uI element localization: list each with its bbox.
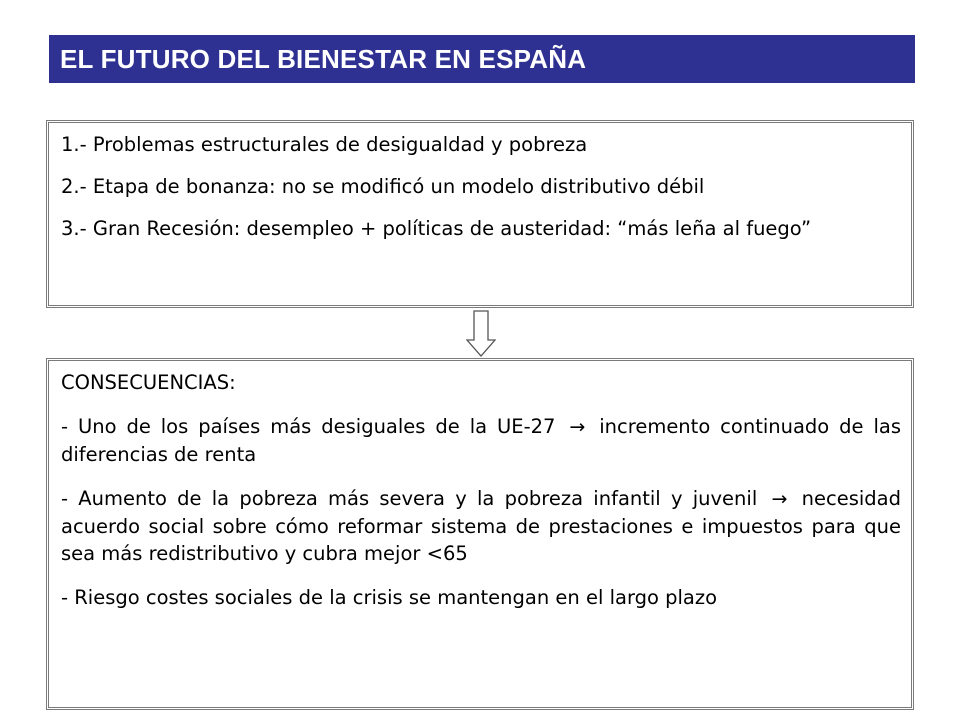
cause-item-1: 1.- Problemas estructurales de desigualdad y pobreza [61,133,588,156]
down-arrow-icon [466,310,496,358]
right-arrow-icon: → [569,416,586,438]
consequence-item-2-text: - Aumento de la pobreza más severa y la pobreza infantil y juvenil [61,487,758,510]
page-title: EL FUTURO DEL BIENESTAR EN ESPAÑA [60,43,587,74]
consequence-item-1-result: incremento continuado de las diferencias de renta [61,415,901,466]
right-arrow-icon: → [771,488,788,510]
consequence-item-3: - Riesgo costes sociales de la crisis se mantengan en el largo plazo [61,586,718,609]
consequence-item-1 [61,413,901,468]
cause-item-2: 2.- Etapa de bonanza: no se modificó un modelo distributivo débil [61,175,705,198]
title-bar [49,35,915,83]
consequence-item-1-text: - Uno de los países más desiguales de la UE-27 [61,415,556,438]
causes-box [46,120,914,308]
consequences-heading: CONSECUENCIAS: [61,371,236,394]
cause-item-3: 3.- Gran Recesión: desempleo + políticas de austeridad: “más leña al fuego” [61,217,812,240]
consequence-item-2-result: necesidad acuerdo social sobre cómo reformar sistema de prestaciones e impuestos para que sea más redistributivo y cubra mejor <65 [61,487,901,565]
consequence-item-2 [61,485,901,567]
consequences-box [46,358,914,710]
